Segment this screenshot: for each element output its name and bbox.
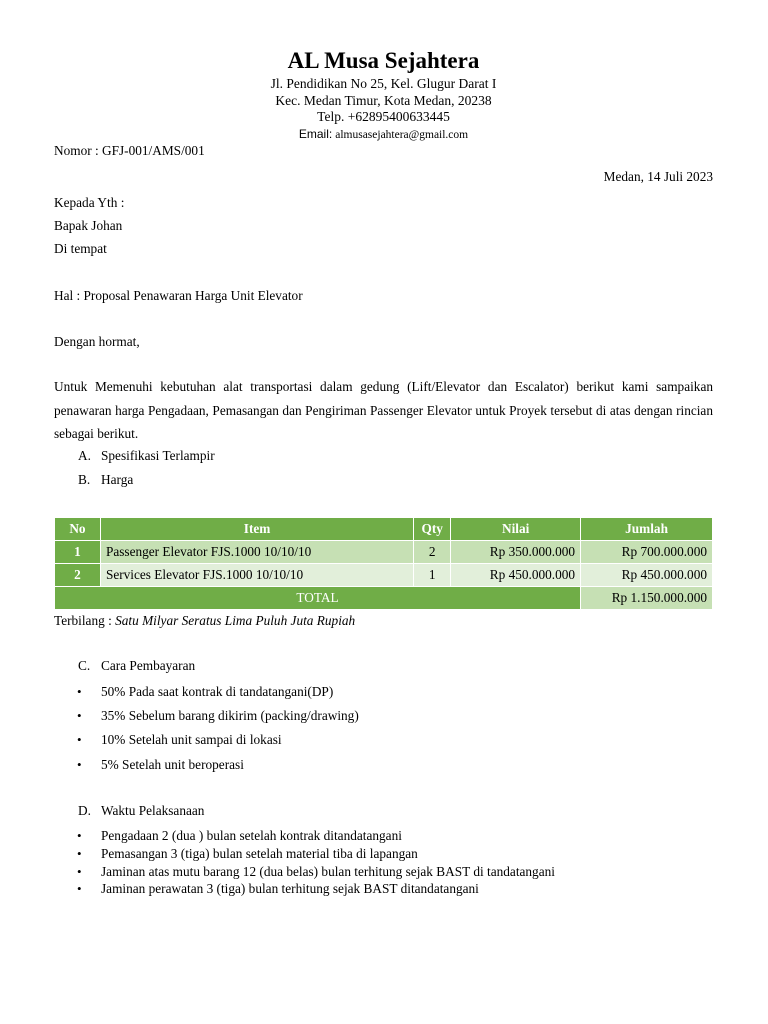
table-row xyxy=(55,564,713,587)
header-qty: Qty xyxy=(414,518,451,541)
bullet-icon: • xyxy=(77,846,82,861)
total-label: TOTAL xyxy=(55,587,581,610)
cell-qty: 2 xyxy=(414,541,451,564)
recipient-label: Kepada Yth : xyxy=(54,195,125,210)
bullet-icon: • xyxy=(77,708,82,723)
greeting: Dengan hormat, xyxy=(54,334,140,349)
section-c-title: Cara Pembayaran xyxy=(101,658,196,673)
company-name: AL Musa Sejahtera xyxy=(287,48,480,73)
table-row xyxy=(55,541,713,564)
cell-no: 2 xyxy=(55,564,101,587)
bullet-icon: • xyxy=(77,828,82,843)
cell-nilai: Rp 350.000.000 xyxy=(451,541,581,564)
cell-nilai: Rp 450.000.000 xyxy=(451,564,581,587)
subject-line: Hal : Proposal Penawaran Harga Unit Elevator xyxy=(54,288,303,303)
header-no: No xyxy=(55,518,101,541)
terbilang-label: Terbilang : xyxy=(54,613,116,628)
address-line-1: Jl. Pendidikan No 25, Kel. Glugur Darat I xyxy=(270,76,497,91)
body-paragraph: Untuk Memenuhi kebutuhan alat transportasi dalam gedung (Lift/Elevator dan Escalator) berikut kami sampaikan penawaran harga Pengadaan, Pemasangan dan Pengiriman Passenger Elevator untuk Proyek tersebut di atas dengan rincian sebagai berikut. xyxy=(54,379,713,441)
section-c-marker: C. xyxy=(78,658,91,673)
payment-item-text: 50% Pada saat kontrak di tandatangani(DP) xyxy=(101,684,334,699)
payment-item-text: 10% Setelah unit sampai di lokasi xyxy=(101,732,282,747)
address-line-2: Kec. Medan Timur, Kota Medan, 20238 xyxy=(275,93,492,108)
header-item: Item xyxy=(100,518,413,541)
bullet-icon: • xyxy=(77,864,82,879)
table-header-row xyxy=(55,518,713,541)
bullet-icon: • xyxy=(77,732,82,747)
phone-line: Telp. +62895400633445 xyxy=(317,109,450,124)
header-jumlah: Jumlah xyxy=(581,518,713,541)
total-value: Rp 1.150.000.000 xyxy=(581,587,713,610)
recipient-location: Di tempat xyxy=(54,241,107,256)
header-nilai: Nilai xyxy=(451,518,581,541)
bullet-icon: • xyxy=(77,684,82,699)
payment-item-text: 5% Setelah unit beroperasi xyxy=(101,757,244,772)
cell-no: 1 xyxy=(55,541,101,564)
terbilang-value: Satu Milyar Seratus Lima Puluh Juta Rupiah xyxy=(115,613,356,628)
email-line xyxy=(54,127,713,142)
email-label: Email: xyxy=(298,127,333,141)
table-total-row xyxy=(55,587,713,610)
payment-item-text: 35% Sebelum barang dikirim (packing/drawing) xyxy=(101,708,359,723)
section-d-title: Waktu Pelaksanaan xyxy=(101,803,205,818)
section-b-marker: B. xyxy=(78,472,91,487)
section-a-marker: A. xyxy=(78,448,91,463)
section-a-text: Spesifikasi Terlampir xyxy=(101,448,215,463)
letter-number: Nomor : GFJ-001/AMS/001 xyxy=(54,143,205,158)
price-table xyxy=(54,517,713,610)
schedule-item-text: Pengadaan 2 (dua ) bulan setelah kontrak ditandatangani xyxy=(101,828,402,843)
schedule-item-text: Pemasangan 3 (tiga) bulan setelah material tiba di lapangan xyxy=(101,846,418,861)
bullet-icon: • xyxy=(77,757,82,772)
recipient-name: Bapak Johan xyxy=(54,218,123,233)
section-d-marker: D. xyxy=(78,803,91,818)
cell-qty: 1 xyxy=(414,564,451,587)
cell-jumlah: Rp 700.000.000 xyxy=(581,541,713,564)
bullet-icon: • xyxy=(77,881,82,896)
section-b-text: Harga xyxy=(101,472,134,487)
schedule-item-text: Jaminan atas mutu barang 12 (dua belas) bulan terhitung sejak BAST di tandatangani xyxy=(101,864,555,879)
cell-item: Passenger Elevator FJS.1000 10/10/10 xyxy=(100,541,413,564)
cell-item: Services Elevator FJS.1000 10/10/10 xyxy=(100,564,413,587)
schedule-item-text: Jaminan perawatan 3 (tiga) bulan terhitung sejak BAST ditandatangani xyxy=(101,881,479,896)
place-date: Medan, 14 Juli 2023 xyxy=(603,169,713,184)
cell-jumlah: Rp 450.000.000 xyxy=(581,564,713,587)
terbilang-line xyxy=(54,613,355,629)
email-address: almusasejahtera@gmail.com xyxy=(335,129,469,141)
